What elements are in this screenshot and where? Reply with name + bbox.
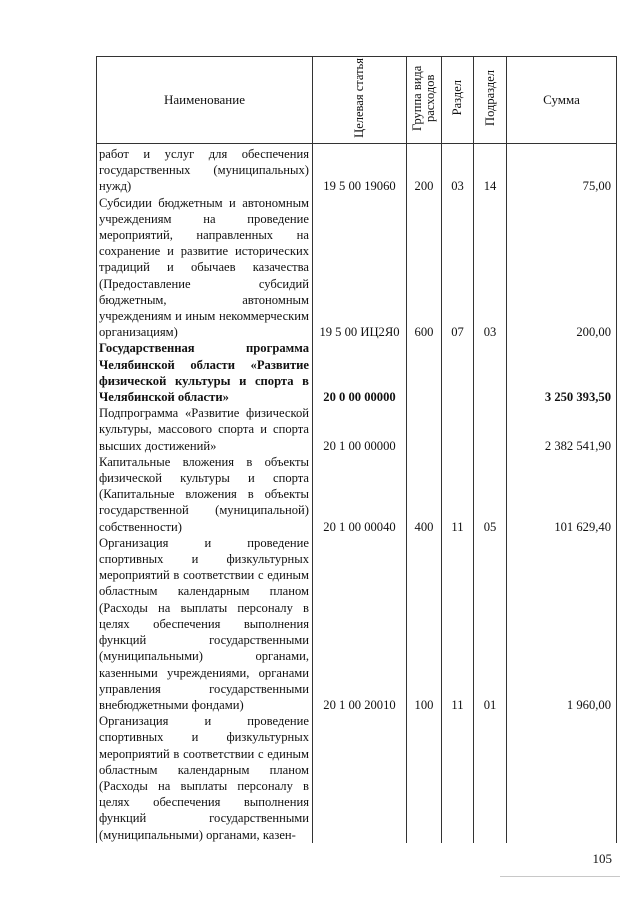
row-target-article: 20 1 00 00040 — [313, 454, 407, 535]
row-target-article: 19 5 00 ИЦ2Я0 — [313, 195, 407, 341]
row-sum: 1 960,00 — [507, 535, 617, 713]
page-number: 105 — [592, 851, 612, 866]
row-expense-group: 200 — [407, 144, 442, 195]
row-section — [442, 340, 474, 405]
row-sum — [507, 713, 617, 843]
row-name: Подпрограмма «Развитие физической культуры, массового спорта и спорта высших достижений» — [97, 405, 313, 454]
row-name: Государственная программа Челябинской области «Развитие физической культуры и спорта в Челябинской области» — [97, 340, 313, 405]
row-subsection — [474, 713, 507, 843]
row-section — [442, 713, 474, 843]
row-section: 11 — [442, 535, 474, 713]
footer-divider — [500, 876, 620, 877]
row-subsection: 01 — [474, 535, 507, 713]
table-row — [97, 713, 617, 843]
table-header-row — [97, 57, 617, 144]
table-row — [97, 340, 617, 405]
table-row — [97, 144, 617, 195]
header-target-article: Целевая статья — [313, 57, 407, 144]
row-subsection: 14 — [474, 144, 507, 195]
row-target-article — [313, 713, 407, 843]
header-name: Наименование — [97, 57, 313, 144]
header-sum: Сумма — [507, 57, 617, 144]
row-sum: 3 250 393,50 — [507, 340, 617, 405]
row-sum: 101 629,40 — [507, 454, 617, 535]
table-row — [97, 405, 617, 454]
row-subsection — [474, 405, 507, 454]
row-expense-group: 100 — [407, 535, 442, 713]
budget-table — [96, 56, 617, 843]
row-sum: 75,00 — [507, 144, 617, 195]
row-section: 11 — [442, 454, 474, 535]
row-target-article: 20 1 00 00000 — [313, 405, 407, 454]
row-sum: 2 382 541,90 — [507, 405, 617, 454]
table-row — [97, 195, 617, 341]
row-name: Капитальные вложения в объекты физической культуры и спорта (Капитальные вложения в объекты государственной (муниципальной) собственности) — [97, 454, 313, 535]
row-name: Организация и проведение спортивных и физкультурных мероприятий в соответствии с единым областным календарным планом (Расходы на выплаты персоналу в целях обеспечения выполнения функций государственными (муниципальными) органами, казен- — [97, 713, 313, 843]
header-section: Раздел — [442, 57, 474, 144]
table-row — [97, 454, 617, 535]
row-target-article: 19 5 00 19060 — [313, 144, 407, 195]
row-expense-group: 400 — [407, 454, 442, 535]
row-section: 03 — [442, 144, 474, 195]
row-subsection: 05 — [474, 454, 507, 535]
row-expense-group — [407, 713, 442, 843]
row-subsection — [474, 340, 507, 405]
row-sum: 200,00 — [507, 195, 617, 341]
row-expense-group — [407, 340, 442, 405]
row-section: 07 — [442, 195, 474, 341]
row-target-article: 20 1 00 20010 — [313, 535, 407, 713]
table-row — [97, 535, 617, 713]
row-section — [442, 405, 474, 454]
header-subsection: Подраздел — [474, 57, 507, 144]
row-name: Организация и проведение спортивных и физкультурных мероприятий в соответствии с единым областным календарным планом (Расходы на выплаты персоналу в целях обеспечения выполнения функций государственными (муниципальными) органами, казенными учреждениями, органами управления государственными внебюджетными фондами) — [97, 535, 313, 713]
row-subsection: 03 — [474, 195, 507, 341]
row-name: Субсидии бюджетным и автономным учреждениям на проведение мероприятий, направленных на сохранение и развитие исторических традиций и обычаев казачества (Предоставление субсидий бюджетным, автономным учреждениям и иным некоммерческим организациям) — [97, 195, 313, 341]
row-name: работ и услуг для обеспечения государственных (муниципальных) нужд) — [97, 144, 313, 195]
header-expense-group: Группа вида расходов — [407, 57, 442, 144]
row-expense-group: 600 — [407, 195, 442, 341]
row-target-article: 20 0 00 00000 — [313, 340, 407, 405]
row-expense-group — [407, 405, 442, 454]
